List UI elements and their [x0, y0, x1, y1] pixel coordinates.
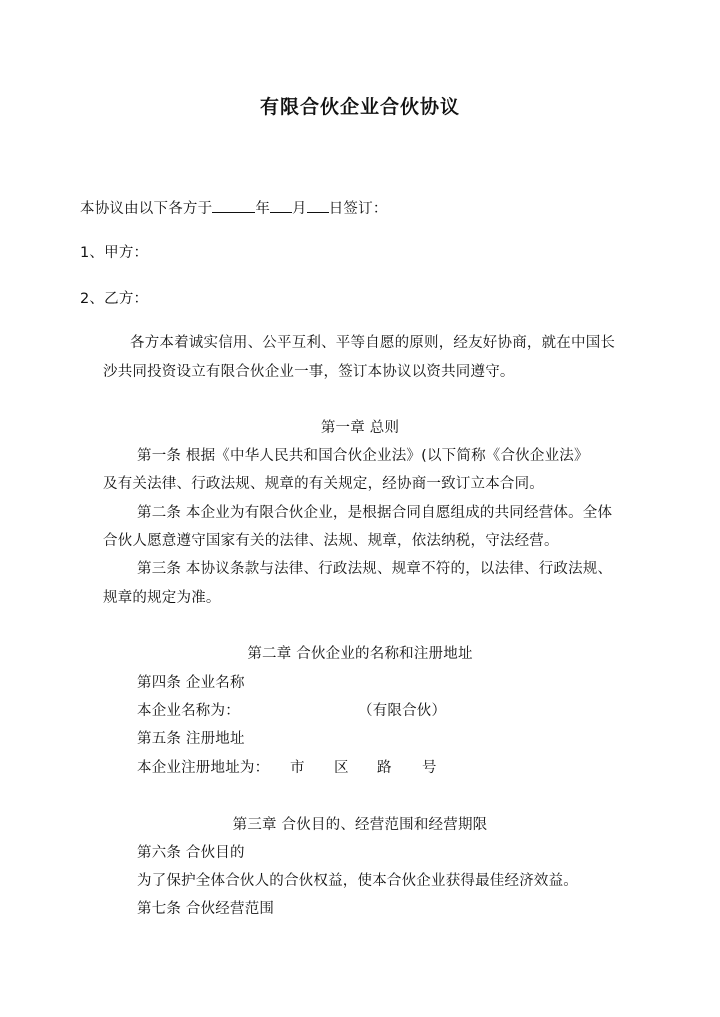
chapter-3-heading: 第三章 合伙目的、经营范围和经营期限 — [232, 817, 488, 833]
party-a-label: 1、甲方： — [80, 245, 149, 261]
address-road: 路 — [377, 760, 392, 776]
address-label: 本企业注册地址为： — [137, 760, 270, 776]
month-blank[interactable] — [270, 197, 292, 213]
chapter-2-heading: 第二章 合伙企业的名称和注册地址 — [247, 646, 473, 662]
chapter-1-heading: 第一章 总则 — [320, 420, 400, 436]
day-blank[interactable] — [307, 197, 329, 213]
address-number: 号 — [422, 760, 437, 776]
article-2-line-1: 第二条 本企业为有限合伙企业，是根据合同自愿组成的共同经营体。全体 — [137, 505, 613, 521]
party-b-label: 2、乙方： — [80, 291, 149, 307]
preamble-line-2: 沙共同投资设立有限合伙企业一事，签订本协议以资共同遵守。 — [103, 364, 515, 380]
company-name-suffix: （有限合伙） — [358, 703, 447, 719]
article-6-body: 为了保护全体合伙人的合伙权益，使本合伙企业获得最佳经济效益。 — [137, 873, 578, 889]
preamble-line-1: 各方本着诚实信用、公平互利、平等自愿的原则，经友好协商，就在中国长 — [130, 335, 616, 351]
article-3-line-1: 第三条 本协议条款与法律、行政法规、规章不符的，以法律、行政法规、 — [137, 561, 613, 577]
article-5-heading: 第五条 注册地址 — [137, 731, 245, 747]
article-7-heading: 第七条 合伙经营范围 — [137, 901, 275, 917]
document-title: 有限合伙企业合伙协议 — [259, 96, 460, 118]
year-blank[interactable] — [212, 197, 255, 213]
day-label: 日签订： — [328, 201, 388, 217]
article-4-heading: 第四条 企业名称 — [137, 675, 245, 691]
article-3-line-2: 规章的规定为准。 — [103, 590, 221, 606]
year-label: 年 — [255, 201, 271, 217]
address-district: 区 — [334, 760, 349, 776]
article-1-line-1: 第一条 根据《中华人民共和国合伙企业法》(以下简称《合伙企业法》 — [137, 448, 589, 464]
month-label: 月 — [292, 201, 307, 217]
article-2-line-2: 合伙人愿意遵守国家有关的法律、法规、规章，依法纳税，守法经营。 — [103, 533, 559, 549]
signing-date-line — [80, 197, 388, 219]
article-1-line-2: 及有关法律、行政法规、规章的有关规定，经协商一致订立本合同。 — [103, 476, 544, 492]
article-6-heading: 第六条 合伙目的 — [137, 845, 245, 861]
company-name-label: 本企业名称为： — [137, 703, 240, 719]
address-city: 市 — [290, 760, 305, 776]
intro-prefix: 本协议由以下各方于 — [80, 201, 213, 217]
